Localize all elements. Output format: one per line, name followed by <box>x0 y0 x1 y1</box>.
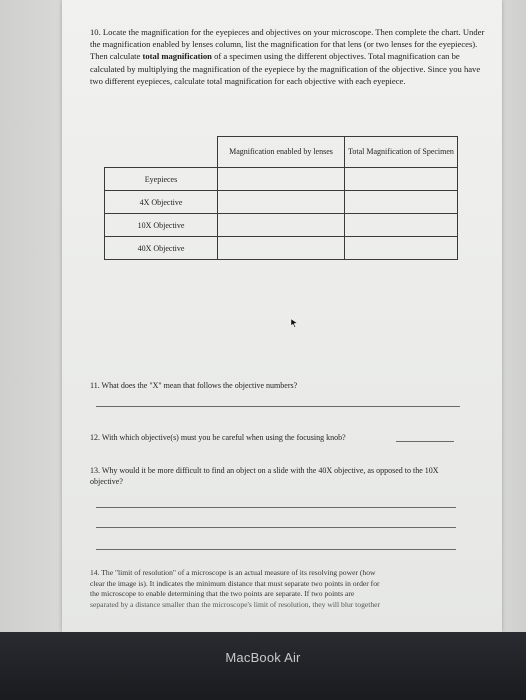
question-10-text-a: Locate the magnification for the eyepieces and objectives on your microscope. Then complete the chart. Under the magnification enabled by lenses column, list the magnification for that lens (or two lenses for the eyepieces). Then calculate <box>90 27 485 62</box>
answer-line-12[interactable] <box>396 441 454 442</box>
magnification-table <box>104 136 458 260</box>
cell-10x-lens[interactable] <box>218 214 345 237</box>
laptop-brand-label: MacBook Air <box>225 650 301 665</box>
question-14 <box>90 568 482 610</box>
answer-line-11[interactable] <box>96 406 460 407</box>
row-label-eyepieces: Eyepieces <box>105 168 218 191</box>
table-row <box>105 168 458 191</box>
question-14-line-3: the microscope to enable determining that the two points are separate. If two points are <box>90 589 355 599</box>
question-14-line-2: clear the image is). It indicates the minimum distance that must separate two points in order for <box>90 578 380 588</box>
answer-line-13b[interactable] <box>96 527 456 528</box>
cell-4x-total[interactable] <box>345 191 458 214</box>
cell-40x-total[interactable] <box>345 237 458 260</box>
table-row <box>105 214 458 237</box>
cell-10x-total[interactable] <box>345 214 458 237</box>
question-10 <box>90 26 490 87</box>
cell-eyepieces-lens[interactable] <box>218 168 345 191</box>
row-label-4x: 4X Objective <box>105 191 218 214</box>
row-label-40x: 40X Objective <box>105 237 218 260</box>
question-10-number: 10. <box>90 27 101 37</box>
answer-line-13c[interactable] <box>96 549 456 550</box>
worksheet-page <box>62 0 502 632</box>
question-11: 11. What does the "X" mean that follows the objective numbers? <box>90 381 298 390</box>
table-row <box>105 191 458 214</box>
cell-eyepieces-total[interactable] <box>345 168 458 191</box>
answer-line-13a[interactable] <box>96 507 456 508</box>
mouse-pointer-icon <box>290 318 298 328</box>
table-row <box>105 237 458 260</box>
right-margin-area <box>502 0 526 632</box>
laptop-bezel <box>0 632 526 700</box>
question-14-line-4: separated by a distance smaller than the microscope's limit of resolution, they will blur together <box>90 599 381 609</box>
question-13: 13. Why would it be more difficult to find an object on a slide with the 40X objective, as opposed to the 10X objective? <box>90 466 439 486</box>
question-14-line-1: 14. The "limit of resolution" of a microscope is an actual measure of its resolving power (how <box>90 568 376 577</box>
cell-40x-lens[interactable] <box>218 237 345 260</box>
table-header-blank <box>105 137 218 168</box>
left-margin-area <box>0 0 62 632</box>
row-label-10x: 10X Objective <box>105 214 218 237</box>
question-10-bold: total magnification <box>142 51 212 62</box>
cell-4x-lens[interactable] <box>218 191 345 214</box>
question-12: 12. With which objective(s) must you be careful when using the focusing knob? <box>90 433 346 442</box>
table-header-lens-mag: Magnification enabled by lenses <box>218 137 345 168</box>
table-header-total-mag: Total Magnification of Specimen <box>345 137 458 168</box>
table-header-row <box>105 137 458 168</box>
question-10-text-b: of a specimen using the different objectives. Total magnification can be calculated by multiplying the magnification of the eyepiece by the magnification of the objective. Since you have two different eyepieces, calculate total magnification for each objective with each eyepiece. <box>90 51 481 86</box>
